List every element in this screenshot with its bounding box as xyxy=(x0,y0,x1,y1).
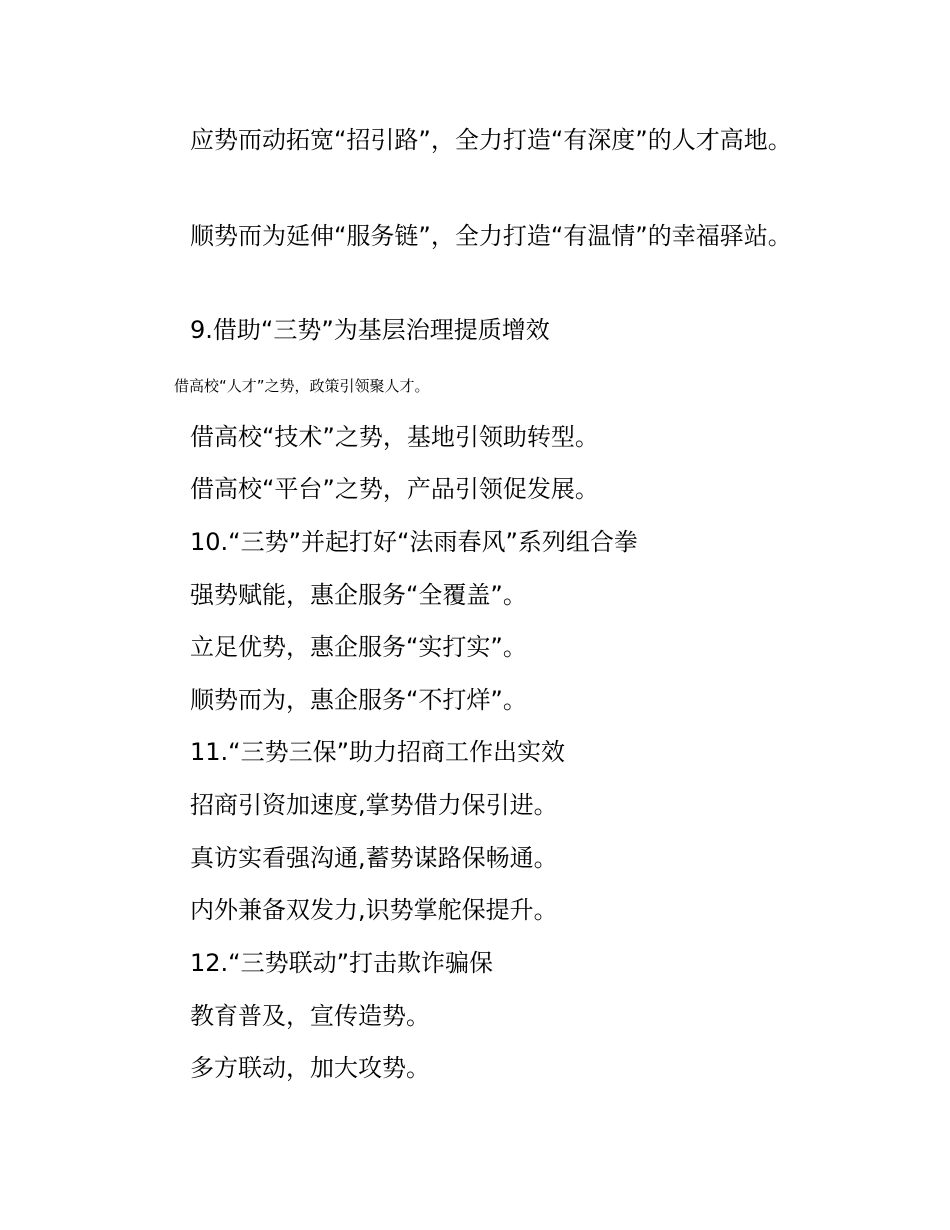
paragraph-11: 招商引资加速度,掌势借力保引进。 xyxy=(190,791,558,819)
paragraph-15: 教育普及，宣传造势。 xyxy=(190,1002,430,1030)
paragraph-12: 真访实看强沟通,蓄势谋路保畅通。 xyxy=(190,844,558,872)
section-heading-9: 9.借助“三势”为基层治理提质增效 xyxy=(190,316,550,344)
paragraph-2: 顺势而为延伸“服务链”，全力打造“有温情”的幸福驿站。 xyxy=(190,222,792,250)
paragraph-9: 顺势而为，惠企服务“不打烊”。 xyxy=(190,686,527,714)
section-heading-12: 12.“三势联动”打击欺诈骗保 xyxy=(190,949,494,977)
section-heading-11: 11.“三势三保”助力招商工作出实效 xyxy=(190,738,566,766)
paragraph-small: 借高校“人才”之势，政策引领聚人才。 xyxy=(174,377,430,395)
paragraph-4: 借高校“技术”之势，基地引领助转型。 xyxy=(190,423,599,451)
paragraph-13: 内外兼备双发力,识势掌舵保提升。 xyxy=(190,896,558,924)
paragraph-5: 借高校“平台”之势，产品引领促发展。 xyxy=(190,475,599,503)
paragraph-16: 多方联动，加大攻势。 xyxy=(190,1054,430,1082)
section-heading-10: 10.“三势”并起打好“法雨春风”系列组合拳 xyxy=(190,528,638,556)
paragraph-1: 应势而动拓宽“招引路”，全力打造“有深度”的人才高地。 xyxy=(190,126,792,154)
paragraph-8: 立足优势，惠企服务“实打实”。 xyxy=(190,633,527,661)
paragraph-7: 强势赋能，惠企服务“全覆盖”。 xyxy=(190,581,527,609)
